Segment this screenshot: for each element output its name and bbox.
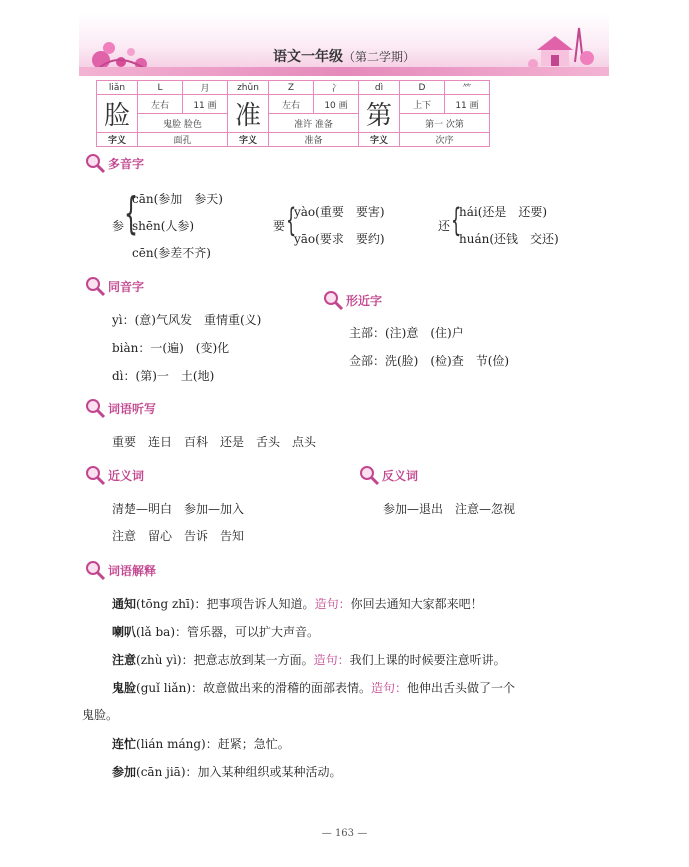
magnifier-icon	[84, 397, 106, 419]
section-heading-duoyin	[108, 154, 144, 174]
example-sentence: 他伸出舌头做了一个	[407, 681, 516, 695]
character-table	[96, 80, 490, 147]
section-title: 多音字	[108, 157, 145, 171]
example-sentence: 我们上课的时候要注意听讲。	[349, 653, 506, 667]
radical-cell: ⺮	[445, 81, 490, 95]
magnifier-icon	[84, 559, 106, 581]
definition-text: ：把事项告诉人知道。	[194, 597, 315, 611]
section-heading-fanyi	[382, 466, 418, 486]
strokes-cell: 11 画	[183, 95, 228, 114]
section-title: 同音字	[108, 280, 145, 294]
homophone-line: dì：(第)一 土(地)	[112, 369, 215, 383]
definition-continuation: 鬼脸。	[82, 708, 119, 722]
example-label: 造句：	[314, 597, 351, 611]
section-title: 反义词	[382, 469, 419, 483]
definition-item	[112, 597, 483, 611]
pinyin-cell: zhǔn	[228, 81, 269, 95]
section-heading-jinyi	[108, 466, 144, 486]
header-banner	[79, 12, 609, 76]
definition-pinyin: (tōng zhī)	[136, 597, 195, 611]
strokes-cell: 11 画	[445, 95, 490, 114]
section-title: 词语听写	[108, 402, 157, 416]
definition-item	[112, 681, 515, 695]
meaning-label: 字义	[97, 133, 138, 147]
definition-pinyin: (lǎ ba)	[136, 625, 176, 639]
magnifier-icon	[322, 289, 344, 311]
poly-char: 要	[273, 219, 286, 233]
poly-reading: huán(还钱 交还)	[459, 232, 559, 246]
section-title: 形近字	[346, 294, 383, 308]
definition-word: 通知	[112, 597, 137, 611]
banner-band	[79, 67, 609, 76]
poly-reading: cēn(参差不齐)	[132, 246, 211, 260]
structure-cell: 上下	[400, 95, 445, 114]
dictation-words: 重要 连日 百科 还是 舌头 点头	[112, 435, 317, 449]
section-heading-xingjin	[346, 291, 382, 311]
antonym-line: 参加—退出 注意—忽视	[383, 502, 516, 516]
homophone-line: yì：(意)气风发 重情重(义)	[112, 313, 262, 327]
section-title: 近义词	[108, 469, 145, 483]
structure-cell: 左右	[269, 95, 314, 114]
words-cell: 鬼脸 脸色	[138, 114, 228, 133]
meaning-cell: 准备	[269, 133, 359, 147]
definition-item	[112, 625, 319, 639]
definition-pinyin: (cān jiā)	[136, 765, 186, 779]
definition-pinyin: (zhù yì)	[136, 653, 182, 667]
meaning-label: 字义	[228, 133, 269, 147]
definition-text: ：故意做出来的滑稽的面部表情。	[191, 681, 372, 695]
page-number: — 163 —	[321, 828, 368, 839]
definition-word: 喇叭	[112, 625, 137, 639]
homophone-line: biàn：一(遍) (变)化	[112, 341, 230, 355]
pinyin-cell: liǎn	[97, 81, 138, 95]
poly-reading: yào(重要 要害)	[294, 205, 385, 219]
poly-reading: cān(参加 参天)	[132, 192, 223, 206]
definition-word: 鬼脸	[112, 681, 137, 695]
definition-word: 连忙	[112, 737, 137, 751]
meaning-cell: 次序	[400, 133, 490, 147]
words-cell: 准许 准备	[269, 114, 359, 133]
radical-cell: L	[138, 81, 183, 95]
magnifier-icon	[358, 464, 380, 486]
magnifier-icon	[84, 152, 106, 174]
radical-cell: 月	[183, 81, 228, 95]
subtitle-text: （第二学期）	[342, 50, 415, 64]
meaning-cell: 面孔	[138, 133, 228, 147]
section-heading-tingxie	[108, 399, 156, 419]
magnifier-icon	[84, 464, 106, 486]
poly-char: 参	[112, 219, 125, 233]
section-heading-jieshi	[108, 561, 156, 581]
definition-text: ：赶紧；急忙。	[205, 737, 290, 751]
radical-cell: 冫	[314, 81, 359, 95]
magnifier-icon	[84, 275, 106, 297]
definition-text: ：把意志放到某一方面。	[181, 653, 314, 667]
example-sentence: 你回去通知大家都来吧！	[350, 597, 483, 611]
brace: {	[286, 201, 297, 239]
definition-word: 参加	[112, 765, 137, 779]
pinyin-cell: dì	[359, 81, 400, 95]
definition-text: ：管乐器，可以扩大声音。	[175, 625, 320, 639]
definition-pinyin: (guǐ liǎn)	[136, 681, 191, 695]
poly-reading: hái(还是 还要)	[459, 205, 548, 219]
definition-word: 注意	[112, 653, 137, 667]
character-cell: 准	[228, 95, 269, 133]
page-title	[79, 46, 609, 66]
meaning-label: 字义	[359, 133, 400, 147]
structure-cell: 左右	[138, 95, 183, 114]
synonym-line: 注意 留心 告诉 告知	[112, 529, 245, 543]
definition-item	[112, 653, 506, 667]
poly-reading: yāo(要求 要约)	[294, 232, 385, 246]
section-heading-tongyin	[108, 277, 144, 297]
poly-char: 还	[438, 219, 451, 233]
brace: {	[451, 201, 462, 239]
words-cell: 第一 次第	[400, 114, 490, 133]
definition-item	[112, 737, 290, 751]
section-title: 词语解释	[108, 564, 157, 578]
brace: {	[124, 188, 138, 239]
similar-char-line: 佥部：洗(脸) (检)查 节(俭)	[349, 354, 510, 368]
similar-char-line: 主部：(注)意 (住)户	[349, 326, 464, 340]
example-label: 造句：	[371, 681, 408, 695]
radical-cell: Z	[269, 81, 314, 95]
radical-cell: D	[400, 81, 445, 95]
poly-reading: shēn(人参)	[132, 219, 195, 233]
synonym-line: 清楚—明白 参加—加入	[112, 502, 245, 516]
definition-pinyin: (lián máng)	[136, 737, 206, 751]
character-cell: 第	[359, 95, 400, 133]
definition-text: ：加入某种组织或某种活动。	[185, 765, 342, 779]
definition-item	[112, 765, 342, 779]
character-cell: 脸	[97, 95, 138, 133]
example-label: 造句：	[313, 653, 350, 667]
strokes-cell: 10 画	[314, 95, 359, 114]
title-text: 语文一年级	[272, 49, 343, 65]
